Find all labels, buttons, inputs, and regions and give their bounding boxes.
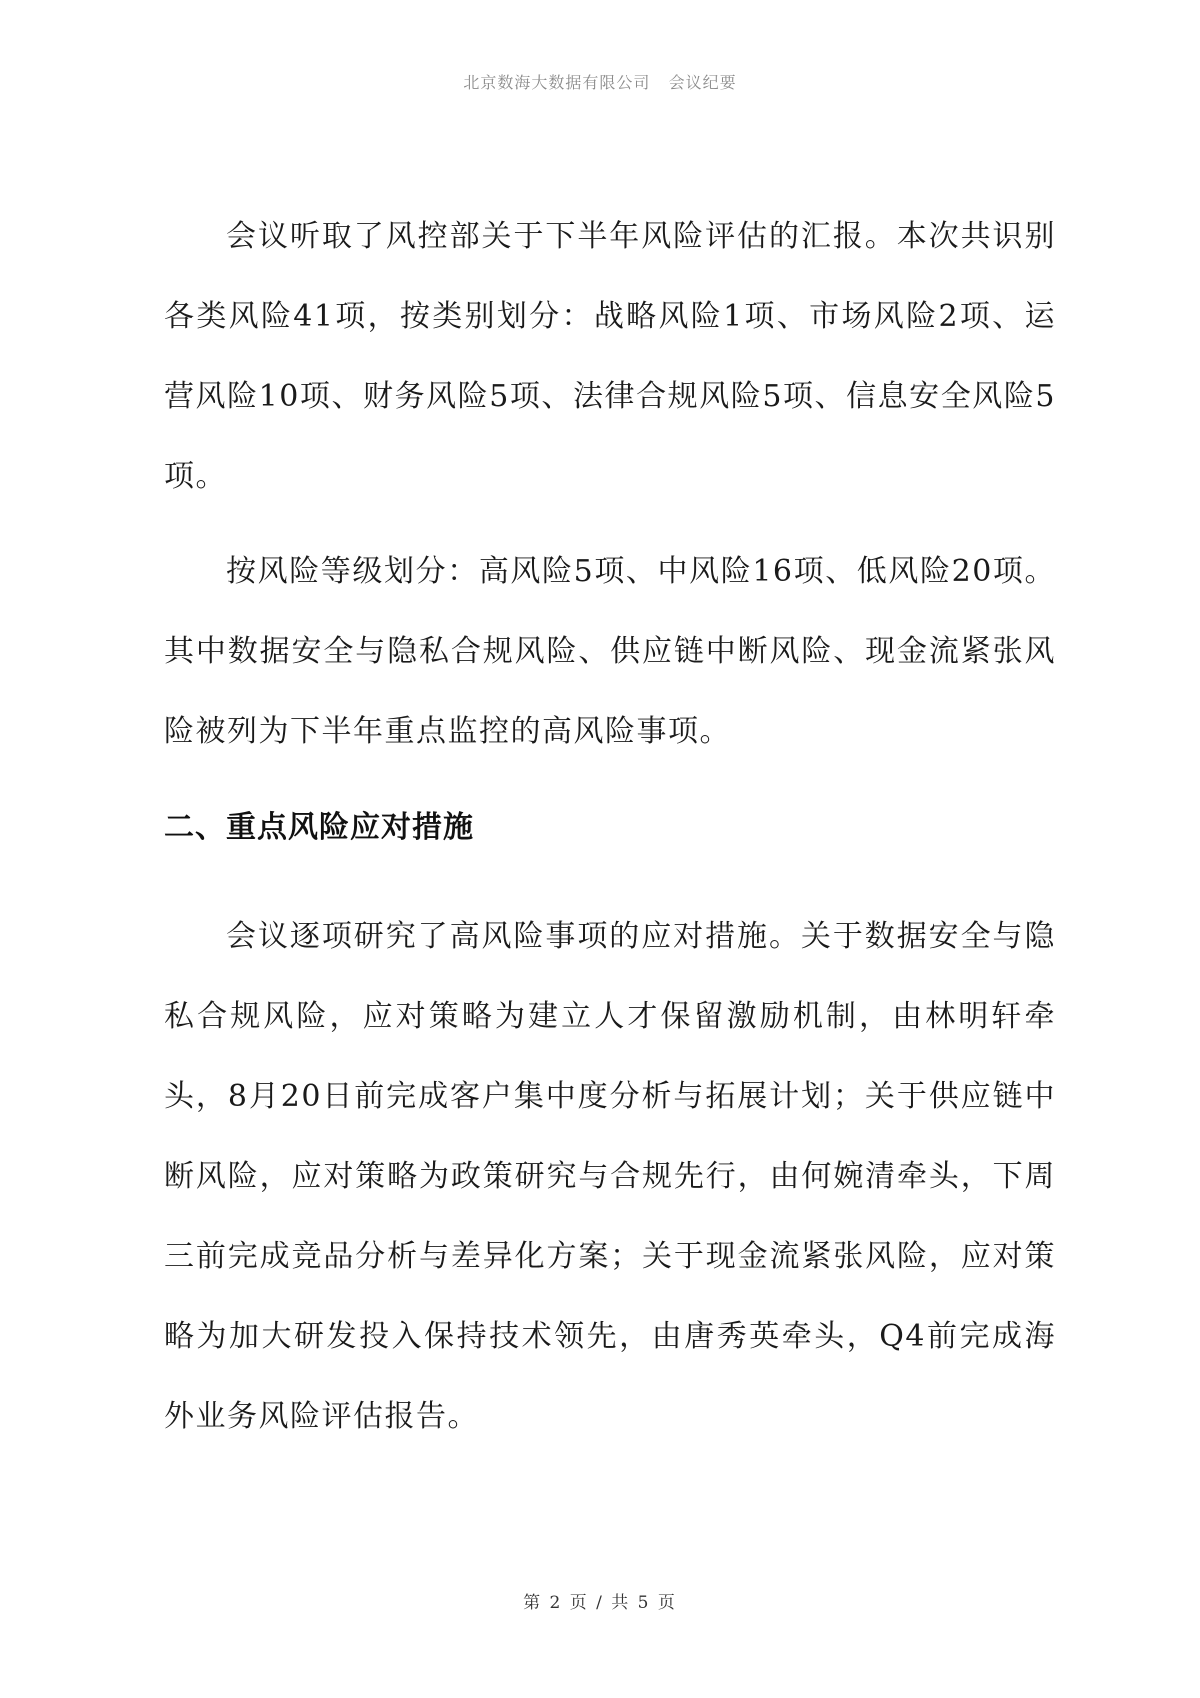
section-heading: 二、重点风险应对措施 [164,810,474,845]
paragraph-risk-categories: 会议听取了风控部关于下半年风险评估的汇报。本次共识别各类风险41项，按类别划分：战略风险1项、市场风险2项、运营风险10项、财务风险5项、法律合规风险5项、信息安全风险5项。 [164,219,1056,494]
paragraph-risk-measures: 会议逐项研究了高风险事项的应对措施。关于数据安全与隐私合规风险，应对策略为建立人才保留激励机制，由林明轩牵头，8月20日前完成客户集中度分析与拓展计划；关于供应链中断风险，应对策略为政策研究与合规先行，由何婉清牵头，下周三前完成竞品分析与差异化方案；关于现金流紧张风险，应对策略为加大研发投入保持技术领先，由唐秀英牵头，Q4前完成海外业务风险评估报告。 [164,919,1056,1434]
page-number-footer: 第 2 页 / 共 5 页 [523,1593,677,1613]
paragraph-risk-levels: 按风险等级划分：高风险5项、中风险16项、低风险20项。其中数据安全与隐私合规风险、供应链中断风险、现金流紧张风险被列为下半年重点监控的高风险事项。 [164,554,1056,749]
running-header: 北京数海大数据有限公司 会议纪要 [463,73,737,92]
